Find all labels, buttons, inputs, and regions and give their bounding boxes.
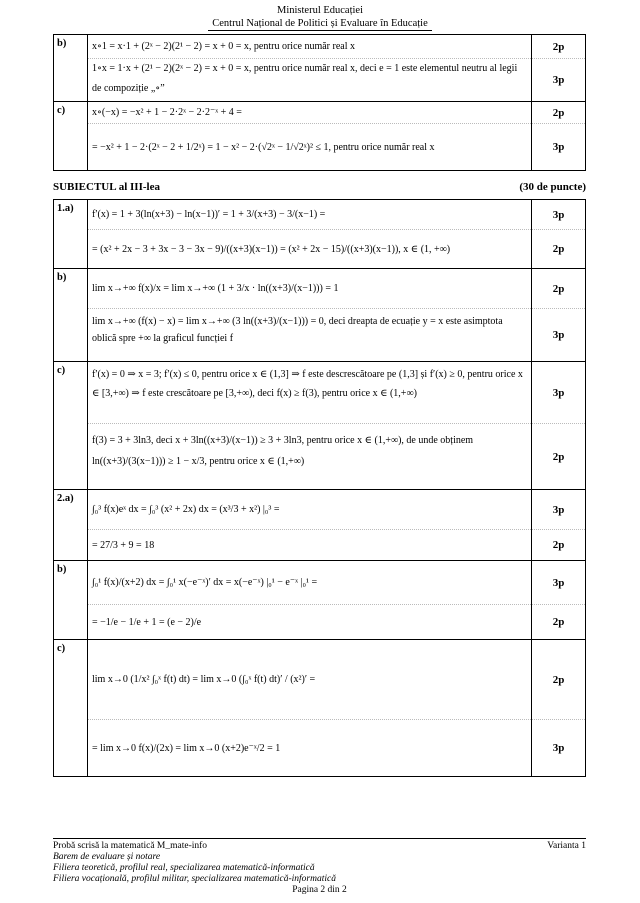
points-value: 2p	[532, 35, 585, 59]
footer-exam-name: Probă scrisă la matematică M_mate-info	[53, 841, 208, 851]
solution-line: = 27/3 + 9 = 18	[92, 539, 155, 551]
points-value: 2p	[532, 640, 585, 720]
subject-3-table	[53, 199, 586, 777]
item-label: c)	[54, 102, 88, 171]
subject-title: SUBIECTUL al III-lea	[53, 181, 160, 193]
solution-line: f′(x) = 1 + 3(ln(x+3) − ln(x−1))′ = 1 + 3/(x+3) − 3/(x−1) =	[88, 200, 531, 230]
solution-line: ∫₀³ f(x)eˣ dx = ∫₀³ (x² + 2x) dx = (x³/3 + x²) |₀³ =	[88, 490, 531, 530]
footer-filiera-1: Filiera teoretică, profilul real, specializarea matematică-informatică	[53, 863, 315, 873]
points-value: 3p	[552, 141, 565, 153]
points-value: 2p	[552, 243, 565, 255]
item-label: b)	[54, 35, 88, 102]
solution-line: = −1/e − 1/e + 1 = (e − 2)/e	[92, 616, 202, 628]
points-value: 2p	[532, 102, 585, 124]
points-value: 2p	[552, 450, 565, 463]
solution-line: 1∘x = 1·x + (2¹ − 2)(2ˣ − 2) = x + 0 = x, pentru orice număr real x, deci e = 1 este elementul neutru al legii de compoziție „∘”	[92, 63, 518, 94]
points-value: 3p	[552, 329, 565, 341]
page-footer	[53, 838, 586, 896]
center-name: Centrul Național de Politici și Evaluare în Educație	[208, 17, 431, 31]
points-value: 3p	[532, 490, 585, 530]
solution-line: x∘(−x) = −x² + 1 − 2·2ˣ − 2·2⁻ˣ + 4 =	[88, 102, 531, 124]
subject-points: (30 de puncte)	[519, 181, 586, 193]
solution-line: f′(x) = 0 ⇒ x = 3; f′(x) ≤ 0, pentru orice x ∈ (1,3] ⇒ f este descrescătoare pe (1,3] și f′(x) ≥ 0, pentru orice x ∈ [3,+∞) ⇒ f este crescătoare pe [3,+∞), deci f(x) ≥ f(3), pentru orice x ∈ (1,+∞)	[88, 362, 531, 424]
points-value: 3p	[552, 74, 565, 86]
item-label: 1.a)	[54, 200, 88, 269]
item-label: c)	[54, 362, 88, 490]
points-value: 3p	[532, 200, 585, 230]
footer-barem: Barem de evaluare și notare	[53, 852, 161, 862]
footer-filiera-2: Filiera vocațională, profilul militar, specializarea matematică-informatică	[53, 874, 336, 884]
subject-3-heading	[53, 181, 586, 193]
solution-line: x∘1 = x·1 + (2ˣ − 2)(2¹ − 2) = x + 0 = x, pentru orice număr real x	[88, 35, 531, 59]
page-header	[0, 4, 640, 31]
footer-variant: Varianta 1	[547, 841, 586, 851]
points-value: 3p	[532, 362, 585, 424]
item-label: b)	[54, 561, 88, 640]
solution-line: lim x→0 (1/x² ∫₀ˣ f(t) dt) = lim x→0 (∫₀ˣ f(t) dt)′ / (x²)′ =	[88, 640, 531, 720]
solution-line: f(3) = 3 + 3ln3, deci x + 3ln((x+3)/(x−1)) ≥ 3 + 3ln3, pentru orice x ∈ (1,+∞), de unde obținem ln((x+3)/(3(x−1))) ≥ 1 − x/3, pentru orice x ∈ (1,+∞)	[92, 435, 474, 467]
solution-line: ∫₀¹ f(x)/(x+2) dx = ∫₀¹ x(−e⁻ˣ)′ dx = x(−e⁻ˣ) |₀¹ − e⁻ˣ |₀¹ =	[88, 561, 531, 605]
solution-line: lim x→+∞ f(x)/x = lim x→+∞ (1 + 3/x · ln((x+3)/(x−1))) = 1	[88, 269, 531, 309]
points-value: 3p	[552, 742, 565, 754]
points-value: 2p	[552, 616, 565, 628]
points-value: 2p	[552, 539, 565, 551]
item-label: 2.a)	[54, 490, 88, 561]
points-value: 3p	[532, 561, 585, 605]
item-label: b)	[54, 269, 88, 362]
footer-page-number: Pagina 2 din 2	[292, 885, 347, 895]
points-value: 2p	[532, 269, 585, 309]
ministry-name: Ministerul Educației	[276, 5, 364, 16]
item-label: c)	[54, 640, 88, 777]
solution-line: = (x² + 2x − 3 + 3x − 3 − 3x − 9)/((x+3)(x−1)) = (x² + 2x − 15)/((x+3)(x−1)), x ∈ (1, +∞)	[92, 243, 451, 255]
subject-2-continuation-table	[53, 34, 586, 171]
solution-line: = lim x→0 f(x)/(2x) = lim x→0 (x+2)e⁻ˣ/2 = 1	[92, 742, 281, 754]
solution-line: = −x² + 1 − 2·(2ˣ − 2 + 1/2ˣ) = 1 − x² − 2·(√2ˣ − 1/√2ˣ)² ≤ 1, pentru orice număr real x	[92, 141, 435, 153]
solution-line: lim x→+∞ (f(x) − x) = lim x→+∞ (3 ln((x+3)/(x−1))) = 0, deci dreapta de ecuație y = x este asimptota oblică spre +∞ la graficul funcției f	[92, 316, 503, 344]
